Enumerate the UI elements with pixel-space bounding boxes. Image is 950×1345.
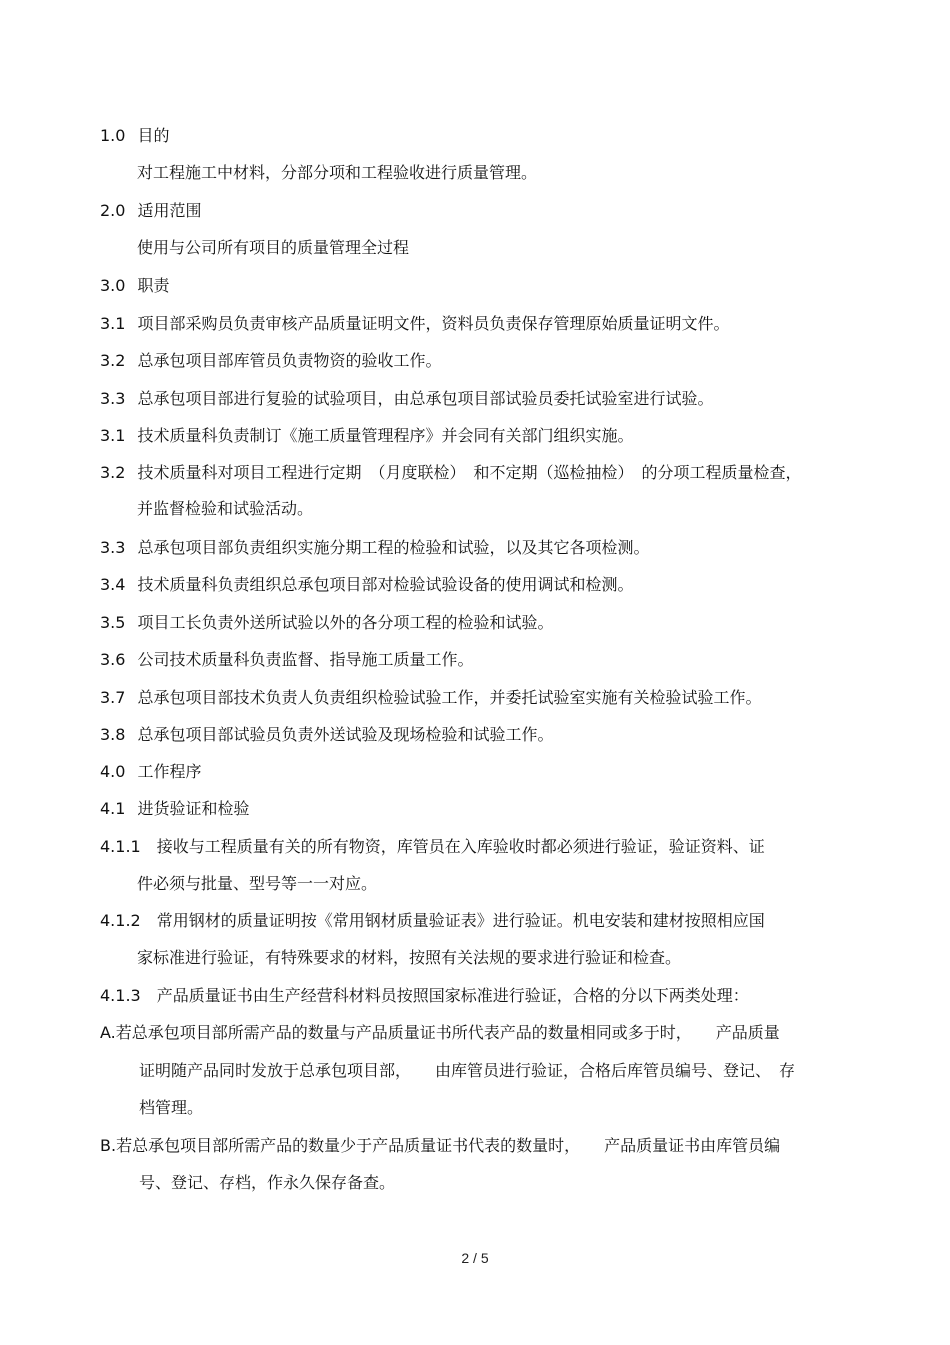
item-number: 3.6 [100, 650, 126, 669]
list-item-continuation [139, 1097, 203, 1119]
list-item [100, 574, 633, 596]
list-item [100, 910, 765, 932]
item-text: 常用钢材的质量证明按《常用钢材质量验证表》进行验证。机电安装和建材按照相应国 [156, 911, 765, 930]
list-item [100, 350, 441, 372]
item-text: 总承包项目部负责组织实施分期工程的检验和试验，以及其它各项检测。 [137, 538, 650, 557]
item-text: 并监督检验和试验活动。 [137, 499, 314, 518]
item-number: 3.1 [100, 314, 126, 333]
list-item-continuation [139, 1060, 795, 1082]
item-text: 进货验证和检验 [137, 799, 250, 818]
item-text: 产品质量证书由生产经营科材料员按照国家标准进行验证，合格的分以下两类处理： [156, 986, 749, 1005]
item-number: 3.3 [100, 389, 126, 408]
item-text: 接收与工程质量有关的所有物资，库管员在入库验收时都必须进行验证，验证资料、证 [156, 837, 765, 856]
list-item [100, 1135, 780, 1157]
section-heading-procedure [100, 761, 201, 783]
item-text: 技术质量科对项目工程进行定期 （月度联检） 和不定期（巡检抽检） 的分项工程质量检查， [137, 463, 802, 482]
section-number: 3.0 [100, 276, 126, 295]
item-number: 4.1 [100, 799, 126, 818]
list-item [100, 612, 553, 634]
section-heading-scope [100, 200, 201, 222]
item-text: 家标准进行验证，有特殊要求的材料，按照有关法规的要求进行验证和检查。 [137, 948, 682, 967]
item-text: 件必须与批量、型号等一一对应。 [137, 874, 378, 893]
item-text: 技术质量科负责组织总承包项目部对检验试验设备的使用调试和检测。 [137, 575, 634, 594]
list-item-continuation [139, 1172, 395, 1194]
list-item [100, 798, 249, 820]
item-text: 项目部采购员负责审核产品质量证明文件，资料员负责保存管理原始质量证明文件。 [137, 314, 730, 333]
item-text: 总承包项目部技术负责人负责组织检验试验工作，并委托试验室实施有关检验试验工作。 [137, 688, 762, 707]
list-item [100, 462, 801, 484]
item-text: 项目工长负责外送所试验以外的各分项工程的检验和试验。 [137, 613, 554, 632]
item-number: 3.2 [100, 351, 126, 370]
item-number: A. [100, 1023, 116, 1042]
item-number: B. [100, 1136, 117, 1155]
list-item [100, 537, 649, 559]
paragraph-text: 使用与公司所有项目的质量管理全过程 [137, 238, 410, 257]
section-title: 工作程序 [137, 762, 202, 781]
item-text: 技术质量科负责制订《施工质量管理程序》并会同有关部门组织实施。 [137, 426, 634, 445]
item-text: 号、登记、存档，作永久保存备查。 [139, 1173, 396, 1192]
list-item [100, 687, 761, 709]
item-number: 4.1.2 [100, 911, 141, 930]
item-text: 若总承包项目部所需产品的数量与产品质量证书所代表产品的数量相同或多于时， 产品质量 [115, 1023, 780, 1042]
section-title: 职责 [137, 276, 170, 295]
section-title: 适用范围 [137, 201, 202, 220]
list-item-continuation [137, 947, 681, 969]
section-number: 4.0 [100, 762, 126, 781]
list-item-continuation [137, 498, 313, 520]
section-number: 2.0 [100, 201, 126, 220]
list-item [100, 313, 729, 335]
list-item [100, 649, 473, 671]
item-number: 4.1.1 [100, 837, 141, 856]
list-item [100, 1022, 780, 1044]
list-item [100, 985, 749, 1007]
section-number: 1.0 [100, 126, 126, 145]
item-number: 3.4 [100, 575, 126, 594]
section-title: 目的 [137, 126, 170, 145]
item-number: 3.8 [100, 725, 126, 744]
list-item-continuation [137, 873, 377, 895]
item-number: 3.2 [100, 463, 126, 482]
page-number: 2 / 5 [461, 1250, 489, 1266]
list-item [100, 836, 765, 858]
item-text: 证明随产品同时发放于总承包项目部， 由库管员进行验证，合格后库管员编号、登记、 存 [139, 1061, 796, 1080]
item-text: 总承包项目部库管员负责物资的验收工作。 [137, 351, 442, 370]
list-item [100, 425, 633, 447]
item-text: 若总承包项目部所需产品的数量少于产品质量证书代表的数量时， 产品质量证书由库管员编 [116, 1136, 781, 1155]
item-number: 3.7 [100, 688, 126, 707]
item-number: 3.3 [100, 538, 126, 557]
item-text: 总承包项目部试验员负责外送试验及现场检验和试验工作。 [137, 725, 554, 744]
item-number: 3.5 [100, 613, 126, 632]
list-item [100, 388, 713, 410]
list-item [100, 724, 553, 746]
paragraph [137, 162, 537, 184]
section-heading-purpose [100, 125, 169, 147]
paragraph [137, 237, 409, 259]
item-number: 3.1 [100, 426, 126, 445]
item-text: 公司技术质量科负责监督、指导施工质量工作。 [137, 650, 474, 669]
section-heading-responsibilities [100, 275, 169, 297]
paragraph-text: 对工程施工中材料，分部分项和工程验收进行质量管理。 [137, 163, 538, 182]
item-text: 总承包项目部进行复验的试验项目，由总承包项目部试验员委托试验室进行试验。 [137, 389, 714, 408]
item-text: 档管理。 [139, 1098, 204, 1117]
item-number: 4.1.3 [100, 986, 141, 1005]
